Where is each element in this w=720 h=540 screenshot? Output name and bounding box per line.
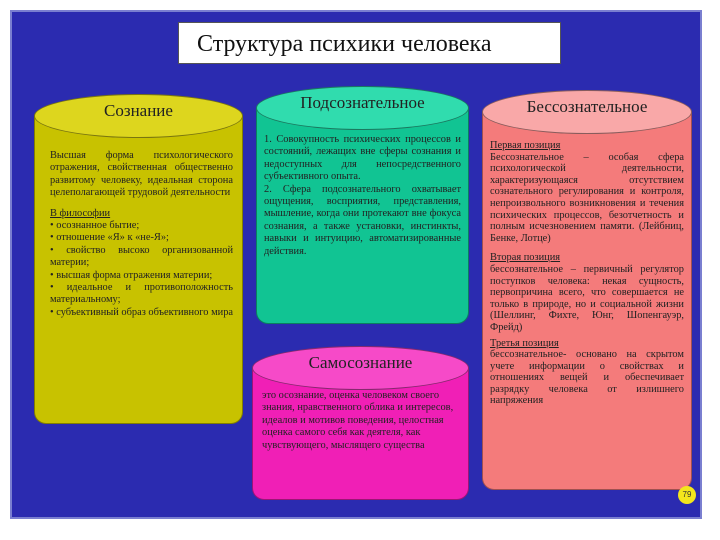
unconscious-position-3-heading: Третья позиция	[490, 337, 559, 349]
list-item: • отношение «Я» к «не-Я»;	[50, 232, 169, 244]
subconscious-point-2: 2. Сфера подсознательного охватывает ощущения, восприятия, представления, мышление, когда они протекают вне фокуса сознания, а также установки, инстинкты, навыки и интуицию, автоматизированные действия.	[264, 183, 461, 257]
unconscious-position-2-heading: Вторая позиция	[490, 252, 561, 264]
subconscious-label: Подсознательное	[300, 93, 425, 112]
list-item: • субъективный образ объективного мира	[50, 306, 234, 318]
conscious-philosophy-heading: В философии	[50, 207, 111, 219]
self-awareness-label: Самосознание	[308, 353, 413, 372]
unconscious-cylinder-cap	[482, 90, 692, 134]
conscious-definition: Высшая форма психологического отражения, свойственная общественно развитому человеку, идеальная сторона целеполагающей трудовой деятельности	[50, 150, 233, 199]
unconscious-position-3-text: бессознательное- основано на скрытом учете информации о свойствах и отношениях вещей и обеспечивает разрядку человека от излишнего напряжения	[490, 349, 684, 407]
page-number-badge: 79	[678, 486, 696, 504]
unconscious-label: Бессознательное	[526, 97, 648, 116]
conscious-cylinder-cap	[34, 94, 243, 138]
list-item: • осознанное бытие;	[50, 220, 140, 232]
unconscious-position-1-heading: Первая позиция	[490, 140, 561, 151]
self-awareness-cylinder-cap	[252, 346, 469, 390]
subconscious-cylinder-cap	[256, 86, 469, 130]
unconscious-position-1-text: Бессознательное – особая сфера психологической деятельности, характеризующаяся отсутствием сознательного регулирования и контроля, непроизвольного возникновения и течения психических процессов, безотчетность и полным исчезновением памяти. (Лейбниц, Бенке, Лотце)	[490, 151, 684, 244]
list-item: • идеальное и противоположность материальному;	[50, 282, 233, 306]
unconscious-text	[490, 140, 684, 407]
self-awareness-definition: это осознание, оценка человеком своего знания, нравственного облика и интересов, идеалов и мотивов поведения, целостная оценка самого себя как деятеля, как чувствующего, мыслящего существа	[262, 390, 454, 451]
unconscious-cylinder	[482, 90, 692, 490]
self-awareness-text	[262, 390, 459, 452]
list-item: • свойство высоко организованной материи;	[50, 244, 233, 269]
self-awareness-cylinder	[252, 346, 469, 500]
list-item: • высшая форма отражения материи;	[50, 269, 213, 281]
conscious-label: Сознание	[104, 101, 173, 120]
subconscious-text	[264, 134, 461, 258]
slide-title: Структура психики человека	[178, 22, 561, 64]
subconscious-cylinder	[256, 86, 469, 324]
subconscious-point-1: 1. Совокупность психических процессов и состояний, лежащих вне сферы сознания и недоступных для непосредственного субъективного опыта.	[264, 134, 461, 183]
conscious-cylinder	[34, 94, 243, 424]
conscious-text	[50, 150, 233, 319]
unconscious-position-2-text: бессознательное – первичный регулятор поступков человека: некая сущность, первопричина всего, что совершается не только в природе, но и социальной жизни (Шеллинг, Фихте, Юнг, Шопенгауэр, Фрейд)	[490, 263, 684, 333]
